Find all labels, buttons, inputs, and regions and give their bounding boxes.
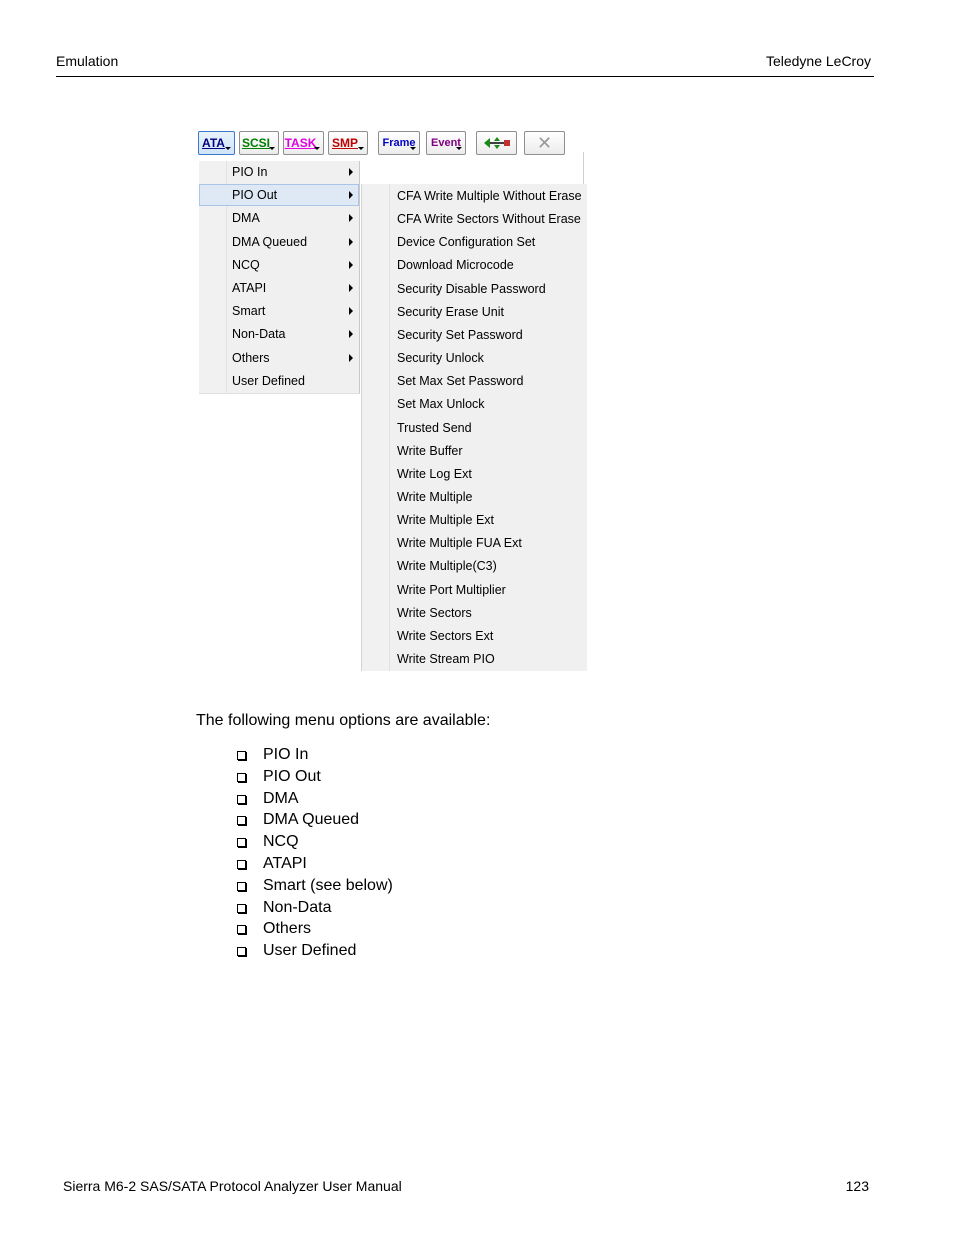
list-item bbox=[237, 744, 393, 766]
intro-text: The following menu options are available: bbox=[196, 712, 491, 729]
checkbox-bullet-icon bbox=[237, 925, 246, 934]
submenu-item-label: Write Log Ext bbox=[397, 466, 472, 481]
options-list bbox=[237, 744, 393, 962]
submenu-item-label: Download Microcode bbox=[397, 258, 514, 273]
checkbox-bullet-icon bbox=[237, 947, 246, 956]
submenu-item-label: CFA Write Sectors Without Erase bbox=[397, 212, 581, 227]
smp-button-label: SMP bbox=[331, 136, 358, 150]
menu-item[interactable] bbox=[199, 254, 359, 276]
list-item-text: Smart (see below) bbox=[263, 876, 393, 894]
menu-item-label: Non-Data bbox=[232, 327, 286, 342]
frame-button-label: Frame bbox=[382, 137, 416, 149]
list-item-text: PIO In bbox=[263, 746, 309, 763]
dropdown-arrow-icon bbox=[269, 147, 275, 150]
header-company: Teledyne LeCroy bbox=[765, 53, 871, 69]
event-button[interactable] bbox=[426, 131, 466, 155]
submenu-arrow-icon bbox=[349, 191, 353, 199]
submenu-item[interactable] bbox=[362, 625, 587, 647]
submenu-item-label: Write Sectors bbox=[397, 605, 472, 620]
menu-item[interactable] bbox=[199, 370, 359, 392]
connect-button[interactable] bbox=[476, 131, 517, 155]
list-item-text: DMA Queued bbox=[263, 811, 360, 829]
task-button-label: TASK bbox=[284, 136, 317, 150]
connect-icon bbox=[482, 135, 512, 151]
dropdown-arrow-icon bbox=[456, 147, 462, 150]
dropdown-arrow-icon bbox=[410, 147, 416, 150]
submenu-item[interactable] bbox=[362, 278, 587, 300]
menu-item[interactable] bbox=[199, 300, 359, 322]
list-item-text: PIO Out bbox=[263, 767, 321, 785]
checkbox-bullet-icon bbox=[237, 904, 246, 913]
submenu-item-label: Set Max Set Password bbox=[397, 374, 524, 389]
submenu-item[interactable] bbox=[362, 254, 587, 276]
submenu-arrow-icon bbox=[349, 214, 353, 222]
menu-item-label: Smart bbox=[232, 304, 266, 319]
submenu-item-label: Security Disable Password bbox=[397, 281, 546, 296]
checkbox-bullet-icon bbox=[237, 816, 246, 825]
submenu-item[interactable] bbox=[362, 486, 587, 508]
menu-item-label: ATAPI bbox=[232, 281, 267, 295]
checkbox-bullet-icon bbox=[237, 751, 246, 760]
submenu-item[interactable] bbox=[362, 463, 587, 485]
submenu-item-label: Write Stream PIO bbox=[397, 652, 495, 666]
toolbar bbox=[196, 128, 588, 160]
submenu-item[interactable] bbox=[362, 370, 587, 392]
submenu-arrow-icon bbox=[349, 307, 353, 315]
smp-button[interactable] bbox=[328, 131, 368, 155]
scsi-button[interactable] bbox=[239, 131, 279, 155]
submenu-item[interactable] bbox=[362, 555, 587, 577]
submenu-arrow-icon bbox=[349, 284, 353, 292]
list-item-text: DMA bbox=[263, 789, 299, 807]
header-section-title: Emulation bbox=[56, 53, 119, 69]
dropdown-arrow-icon bbox=[314, 147, 320, 150]
submenu-arrow-icon bbox=[349, 168, 353, 176]
dropdown-arrow-icon bbox=[358, 147, 364, 150]
checkbox-bullet-icon bbox=[237, 860, 246, 869]
footer-manual-title: Sierra M6-2 SAS/SATA Protocol Analyzer User Manual bbox=[63, 1178, 402, 1194]
list-item bbox=[237, 875, 393, 897]
footer-page-number: 123 bbox=[845, 1178, 869, 1194]
submenu-item-label: Security Unlock bbox=[397, 351, 484, 366]
pio-out-submenu bbox=[361, 184, 587, 671]
checkbox-bullet-icon bbox=[237, 795, 246, 804]
submenu-item[interactable] bbox=[362, 579, 587, 601]
menu-item-label: DMA Queued bbox=[232, 234, 308, 249]
scsi-button-label: SCSI bbox=[241, 136, 270, 150]
list-item bbox=[237, 853, 393, 875]
menu-item[interactable] bbox=[199, 161, 359, 183]
menu-item-label: User Defined bbox=[232, 373, 305, 388]
list-item-text: User Defined bbox=[263, 942, 357, 960]
submenu-item[interactable] bbox=[362, 602, 587, 624]
menu-item-label: DMA bbox=[232, 211, 260, 226]
menu-item[interactable] bbox=[199, 231, 359, 253]
submenu-item[interactable] bbox=[362, 301, 587, 323]
list-item-text: Others bbox=[263, 920, 312, 938]
menu-item-label: PIO Out bbox=[232, 188, 278, 203]
submenu-item-label: Security Erase Unit bbox=[397, 304, 504, 319]
ata-dropdown-menu bbox=[199, 161, 360, 394]
submenu-item[interactable] bbox=[362, 208, 587, 230]
submenu-item[interactable] bbox=[362, 532, 587, 554]
ata-button-label: ATA bbox=[202, 136, 225, 150]
list-item bbox=[237, 788, 393, 810]
submenu-item-label: Write Multiple Ext bbox=[397, 513, 495, 528]
submenu-item[interactable] bbox=[362, 648, 587, 670]
ata-button[interactable] bbox=[198, 131, 235, 155]
submenu-arrow-icon bbox=[349, 354, 353, 362]
list-item-text: NCQ bbox=[263, 833, 299, 851]
menu-item-label: Others bbox=[232, 350, 270, 365]
checkbox-bullet-icon bbox=[237, 838, 246, 847]
submenu-item-label: Set Max Unlock bbox=[397, 397, 485, 412]
menu-item-label: NCQ bbox=[232, 257, 260, 272]
list-item bbox=[237, 809, 393, 831]
submenu-item[interactable] bbox=[362, 393, 587, 415]
submenu-item-label: Write Port Multiplier bbox=[397, 582, 506, 597]
submenu-item-label: CFA Write Multiple Without Erase bbox=[397, 189, 582, 203]
submenu-item[interactable] bbox=[362, 440, 587, 462]
submenu-item[interactable] bbox=[362, 185, 587, 207]
list-item-text: ATAPI bbox=[263, 854, 307, 872]
menu-item[interactable] bbox=[199, 207, 359, 229]
list-item bbox=[237, 766, 393, 788]
submenu-item[interactable] bbox=[362, 417, 587, 439]
submenu-item-label: Write Sectors Ext bbox=[397, 628, 494, 643]
submenu-item[interactable] bbox=[362, 324, 587, 346]
submenu-item-label: Write Multiple bbox=[397, 489, 473, 504]
menu-screenshot bbox=[196, 128, 588, 673]
menu-item[interactable] bbox=[199, 323, 359, 345]
list-item bbox=[237, 831, 393, 853]
submenu-item-label: Trusted Send bbox=[397, 420, 472, 435]
menu-item-label: PIO In bbox=[232, 165, 268, 179]
submenu-item-label: Device Configuration Set bbox=[397, 235, 536, 250]
submenu-item[interactable] bbox=[362, 509, 587, 531]
task-button[interactable] bbox=[283, 131, 324, 155]
submenu-item-label: Security Set Password bbox=[397, 327, 523, 342]
submenu-item[interactable] bbox=[362, 231, 587, 253]
frame-button[interactable] bbox=[378, 131, 420, 155]
checkbox-bullet-icon bbox=[237, 882, 246, 891]
submenu-item-label: Write Multiple(C3) bbox=[397, 559, 497, 574]
submenu-item[interactable] bbox=[362, 347, 587, 369]
close-button[interactable] bbox=[524, 131, 565, 155]
list-item bbox=[237, 918, 393, 940]
submenu-arrow-icon bbox=[349, 238, 353, 246]
menu-border bbox=[583, 152, 584, 184]
submenu-item-label: Write Buffer bbox=[397, 443, 463, 458]
list-item bbox=[237, 940, 393, 962]
list-item bbox=[237, 897, 393, 919]
submenu-arrow-icon bbox=[349, 330, 353, 338]
menu-item[interactable] bbox=[199, 277, 359, 299]
dropdown-arrow-icon bbox=[225, 147, 231, 150]
event-button-label: Event bbox=[431, 137, 461, 149]
submenu-arrow-icon bbox=[349, 261, 353, 269]
menu-item[interactable] bbox=[199, 184, 359, 206]
submenu-item-label: Write Multiple FUA Ext bbox=[397, 536, 522, 551]
close-icon: ✕ bbox=[536, 132, 553, 153]
checkbox-bullet-icon bbox=[237, 773, 246, 782]
list-item-text: Non-Data bbox=[263, 898, 332, 916]
menu-item[interactable] bbox=[199, 347, 359, 369]
header-rule bbox=[56, 76, 874, 77]
